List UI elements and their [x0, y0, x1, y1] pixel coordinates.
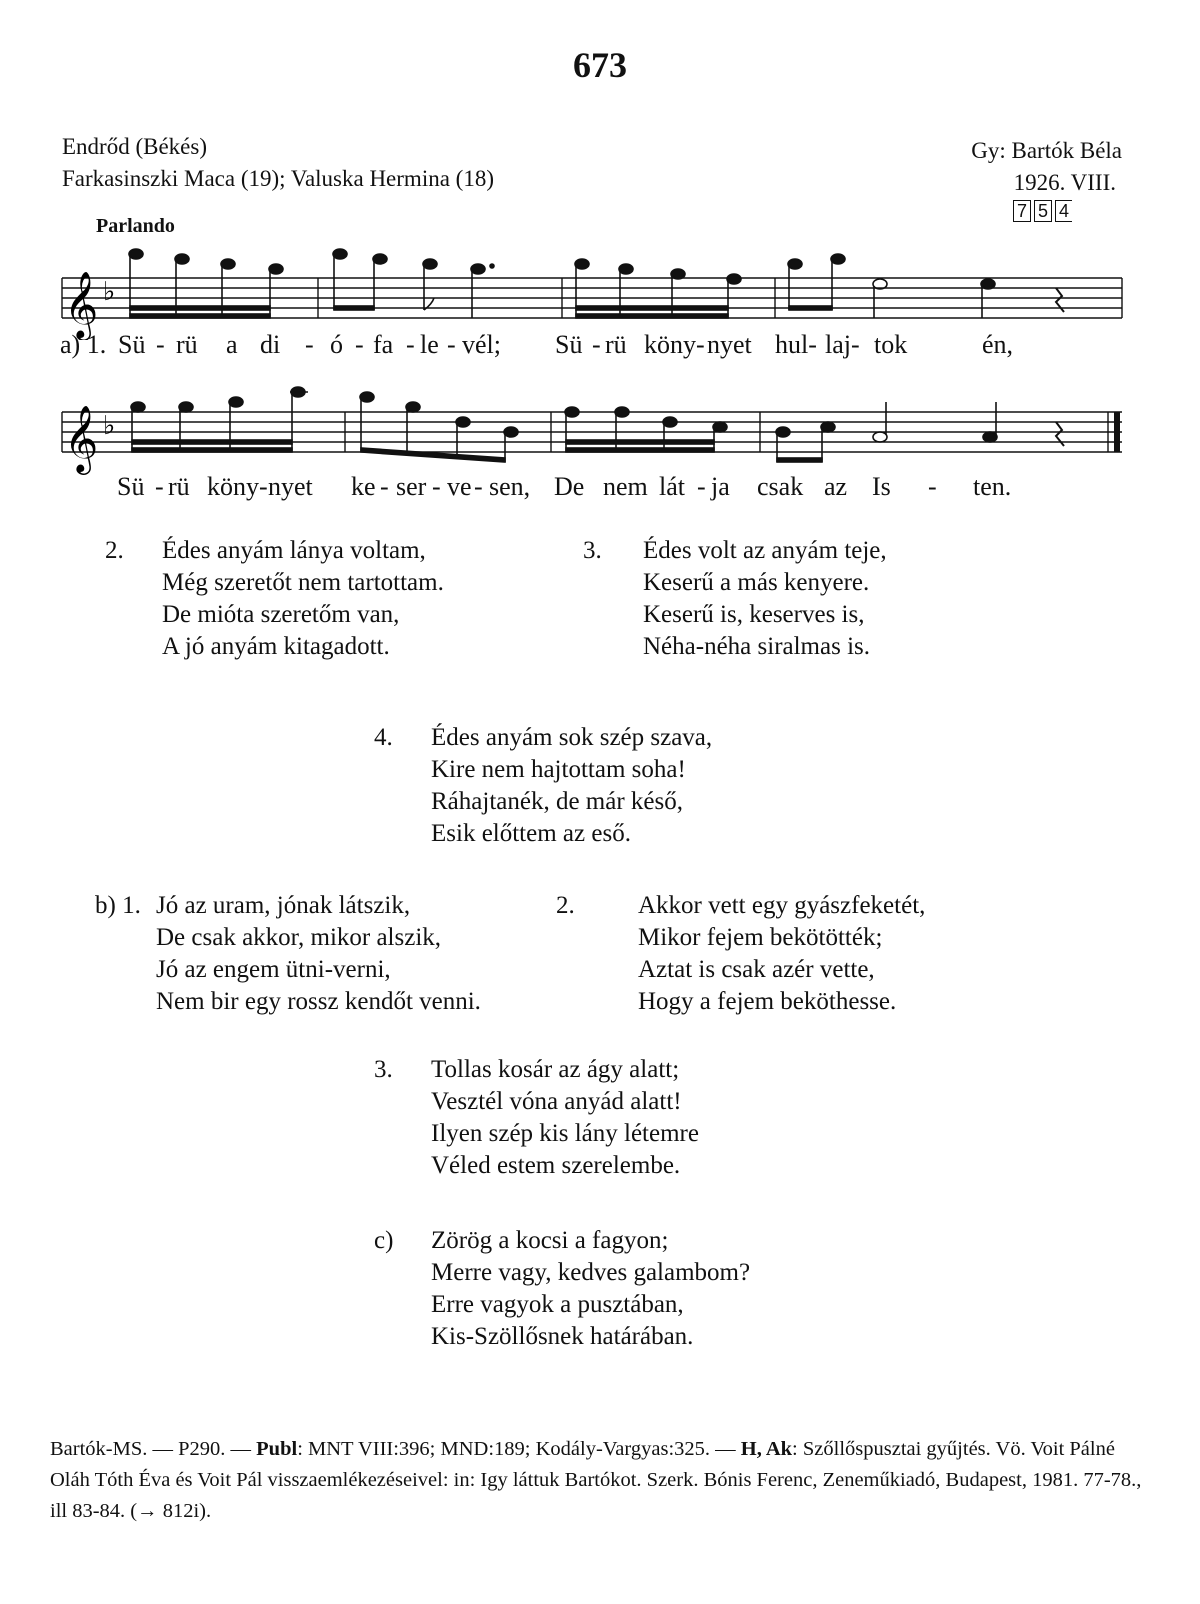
verse-line: Erre vagyok a pusztában, [431, 1291, 684, 1318]
source-notes-text: : MNT VIII:396; MND:189; Kodály-Vargyas:325. — [297, 1438, 741, 1460]
verse-line: De mióta szeretőm van, [162, 601, 400, 628]
lyric-syllable: ve [447, 472, 472, 501]
verse-line: Ráhajtanék, de már késő, [431, 788, 683, 815]
verse-line: Néha-néha siralmas is. [643, 633, 871, 660]
verse-b3 [374, 1054, 794, 1184]
lyric-syllable: lát [659, 472, 685, 501]
lyric-syllable: az [824, 472, 848, 501]
lyric-syllable: nem [603, 472, 648, 501]
verse-line: Nem bir egy rossz kendőt venni. [156, 988, 481, 1015]
verse-line: Hogy a fejem beköthesse. [638, 988, 897, 1015]
source-notes-text: : Szőllőspusztai gyűjtés. Vö. Voit Pálné Oláh Tóth Éva és Voit Pál visszaemlékezéseivel: in: Igy láttuk Bartókot. Szerk. Bónis Ferenc, Zeneműkiadó, Budapest, 1981. 77-78., ill 83-84. (→ 812i). [50, 1438, 1142, 1522]
lyric-syllable: laj- [825, 330, 860, 359]
flat-icon: ♭ [103, 277, 116, 307]
verse-number: 2. [105, 537, 124, 564]
lyric-syllable: nyet [707, 330, 752, 359]
lyric-syllable: ke [351, 472, 376, 501]
singers: Farkasinszki Maca (19); Valuska Hermina (18) [62, 166, 494, 191]
class-box: 5 [1034, 200, 1052, 222]
lyric-syllable: di [260, 330, 281, 359]
treble-clef-icon: 𝄞 [64, 404, 99, 472]
verse-a3 [583, 535, 983, 665]
lyric-syllable: - [592, 330, 601, 359]
verse-c [374, 1225, 814, 1355]
lyric-syllable: ja [711, 472, 730, 501]
lyric-syllable: én, [982, 330, 1014, 359]
lyric-syllable: köny- [207, 472, 268, 501]
verse-number: 4. [374, 724, 393, 751]
verse-line: Még szeretőt nem tartottam. [162, 569, 444, 596]
page-number: 673 [573, 45, 627, 85]
lyric-syllable: rü [605, 330, 627, 359]
verse-line: Jó az engem ütni-verni, [156, 956, 391, 983]
treble-clef-icon: 𝄞 [64, 270, 99, 338]
lyric-syllable: Sü [555, 330, 583, 359]
flat-icon: ♭ [103, 411, 116, 441]
classification-boxes [1010, 200, 1072, 222]
verse-b2 [556, 890, 1016, 1020]
verse-line: Kis-Szöllősnek határában. [431, 1323, 694, 1350]
verse-line: Zörög a kocsi a fagyon; [431, 1227, 669, 1254]
lyric-syllable: - [928, 472, 937, 501]
music-staff-1 [0, 240, 1200, 340]
verse-line: Keserű a más kenyere. [643, 569, 870, 596]
verse-line: Merre vagy, kedves galambom? [431, 1259, 751, 1286]
collection-date: 1926. VIII. [1013, 170, 1116, 195]
verse-number: b) 1. [95, 892, 141, 919]
verse-line: Mikor fejem bekötötték; [638, 924, 883, 951]
place: Endrőd (Békés) [62, 134, 207, 159]
lyric-syllable: ten. [973, 472, 1012, 501]
verse-line: Tollas kosár az ágy alatt; [431, 1056, 680, 1083]
lyric-syllable: csak [757, 472, 804, 501]
verse-line: Jó az uram, jónak látszik, [156, 892, 411, 919]
source-notes-text: Bartók-MS. — P290. — [50, 1438, 257, 1460]
lyric-syllable: - [355, 330, 364, 359]
class-box: 4 [1055, 200, 1072, 222]
lyric-syllable: - [447, 330, 456, 359]
lyric-syllable: Sü [117, 472, 145, 501]
lyric-syllable: De [554, 472, 585, 501]
lyric-syllable: - [474, 472, 483, 501]
publ-label: Publ [256, 1438, 298, 1460]
verse-line: De csak akkor, mikor alszik, [156, 924, 442, 951]
source-notes [50, 1434, 1150, 1527]
lyric-syllable: a [226, 330, 238, 359]
lyric-syllable: ó [330, 330, 343, 359]
lyric-syllable: rü [176, 330, 198, 359]
lyric-syllable: sen, [489, 472, 531, 501]
lyric-syllable: - [156, 330, 165, 359]
verse-a4 [374, 722, 794, 852]
verse-number: c) [374, 1227, 394, 1254]
verse-number: 3. [583, 537, 602, 564]
tempo-marking: Parlando [96, 215, 175, 237]
lyric-syllable: rü [168, 472, 190, 501]
lyric-syllable: köny- [644, 330, 705, 359]
verse-line: Édes anyám sok szép szava, [431, 724, 713, 751]
verse-line: Véled estem szerelembe. [431, 1152, 681, 1179]
verse-number: 3. [374, 1056, 393, 1083]
lyric-syllable: ser [396, 472, 427, 501]
lyric-syllable: - [432, 472, 441, 501]
verse-line: Kire nem hajtottam soha! [431, 756, 686, 783]
verse-line: Akkor vett egy gyászfeketét, [638, 892, 926, 919]
verse-b1 [95, 890, 555, 1020]
verse-a2 [105, 535, 505, 665]
lyric-syllable: fa [373, 330, 394, 359]
lyric-syllable: vél; [462, 330, 501, 359]
collector: Gy: Bartók Béla [971, 138, 1122, 163]
lyric-syllable: - [406, 330, 415, 359]
lyric-syllable: nyet [268, 472, 313, 501]
lyric-syllable: - [305, 330, 314, 359]
lyric-syllable: Sü [118, 330, 146, 359]
verse-line: Édes volt az anyám teje, [643, 537, 887, 564]
verse-line: Ilyen szép kis lány létemre [431, 1120, 699, 1147]
verse-line: Vesztél vóna anyád alatt! [431, 1088, 682, 1115]
verse-line: A jó anyám kitagadott. [162, 633, 390, 660]
verse-line: Édes anyám lánya voltam, [162, 537, 426, 564]
lyric-syllable: hul- [775, 330, 817, 359]
verse-line: Keserű is, keserves is, [643, 601, 865, 628]
lyric-prefix: a) 1. [60, 330, 107, 359]
music-staff-2 [0, 382, 1200, 482]
lyric-syllable: Is [872, 472, 891, 501]
lyric-syllable: - [155, 472, 164, 501]
hak-label: H, Ak [740, 1438, 793, 1460]
verse-line: Aztat is csak azér vette, [638, 956, 875, 983]
verse-line: Esik előttem az eső. [431, 820, 631, 847]
lyric-syllable: - [380, 472, 389, 501]
lyric-syllable: le [420, 330, 439, 359]
lyric-syllable: tok [874, 330, 908, 359]
verse-number: 2. [556, 892, 575, 919]
lyric-syllable: - [697, 472, 706, 501]
class-box: 7 [1013, 200, 1031, 222]
